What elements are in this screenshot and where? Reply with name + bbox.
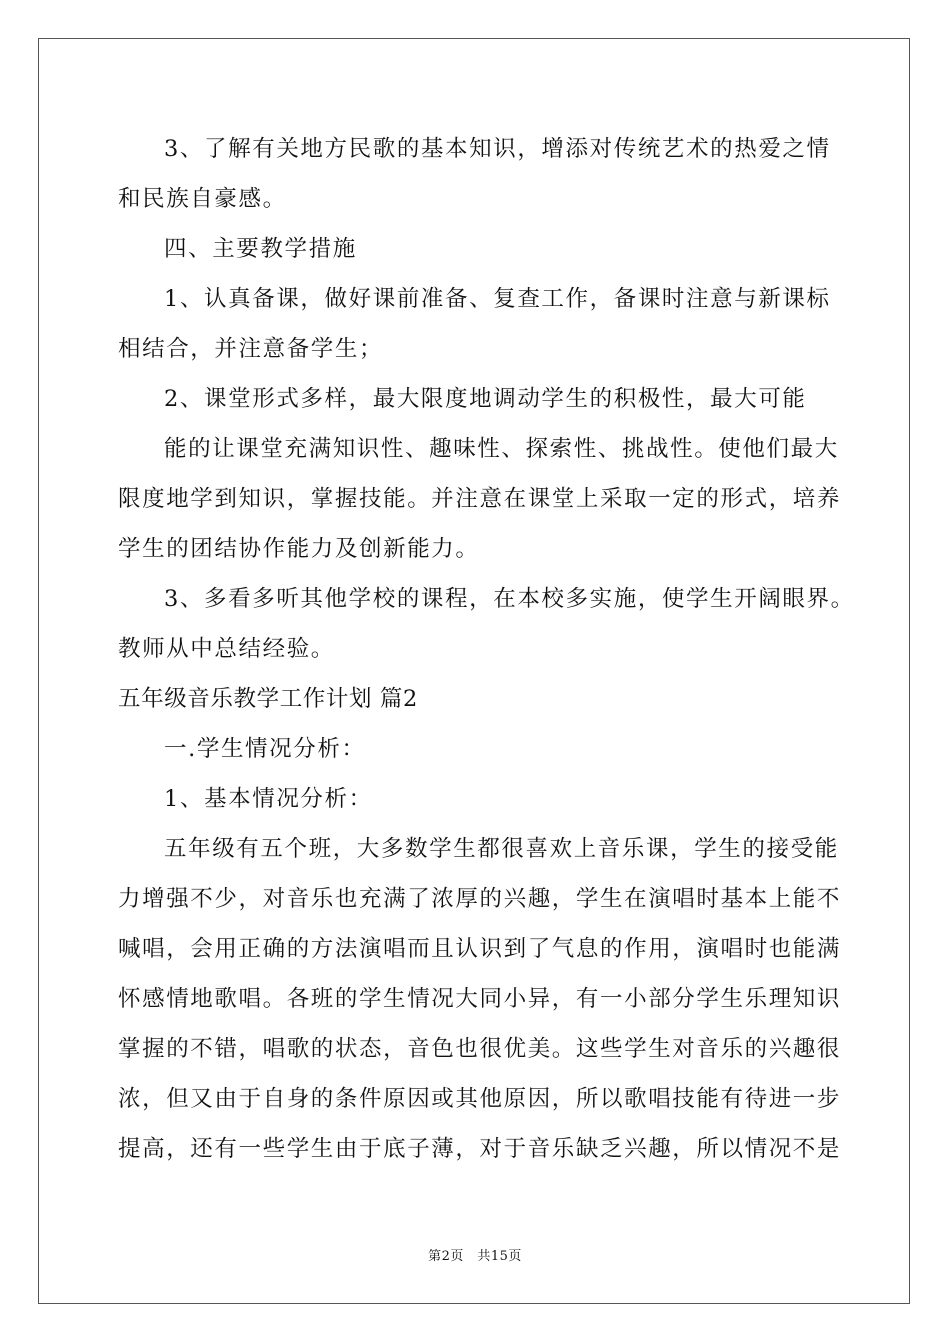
paragraph-line: 喊唱，会用正确的方法演唱而且认识到了气息的作用，演唱时也能满 [118,936,842,962]
section-heading: 一.学生情况分析： [164,736,366,762]
paragraph-line: 掌握的不错，唱歌的状态，音色也很优美。这些学生对音乐的兴趣很 [118,1036,842,1062]
paragraph-line: 和民族自豪感。 [118,186,287,212]
paragraph-line: 能的让课堂充满知识性、趣味性、探索性、挑战性。使他们最大 [164,436,839,462]
subsection-heading: 1、基本情况分析： [164,786,373,812]
document-title: 五年级音乐教学工作计划 篇2 [118,686,418,712]
paragraph-line: 3、多看多听其他学校的课程，在本校多实施，使学生开阔眼界。 [164,586,855,612]
paragraph-line: 提高，还有一些学生由于底子薄，对于音乐缺乏兴趣，所以情况不是 [118,1136,842,1162]
section-heading: 四、主要教学措施 [164,236,357,262]
paragraph-line: 怀感情地歌唱。各班的学生情况大同小异，有一小部分学生乐理知识 [118,986,842,1012]
page-border [38,38,910,1304]
paragraph-line: 学生的团结协作能力及创新能力。 [118,536,480,562]
paragraph-line: 3、了解有关地方民歌的基本知识，增添对传统艺术的热爱之情 [164,136,831,162]
paragraph-line: 教师从中总结经验。 [118,636,335,662]
paragraph-line: 相结合，并注意备学生； [118,336,384,362]
paragraph-line: 力增强不少，对音乐也充满了浓厚的兴趣，学生在演唱时基本上能不 [118,886,842,912]
paragraph-line: 限度地学到知识，掌握技能。并注意在课堂上采取一定的形式，培养 [118,486,842,512]
page-number-footer: 第2页 共15页 [428,1249,522,1264]
paragraph-line: 2、课堂形式多样，最大限度地调动学生的积极性，最大可能 [164,386,807,412]
paragraph-line: 浓，但又由于自身的条件原因或其他原因，所以歌唱技能有待进一步 [118,1086,842,1112]
paragraph-line: 五年级有五个班，大多数学生都很喜欢上音乐课，学生的接受能 [164,836,839,862]
paragraph-line: 1、认真备课，做好课前准备、复查工作，备课时注意与新课标 [164,286,831,312]
